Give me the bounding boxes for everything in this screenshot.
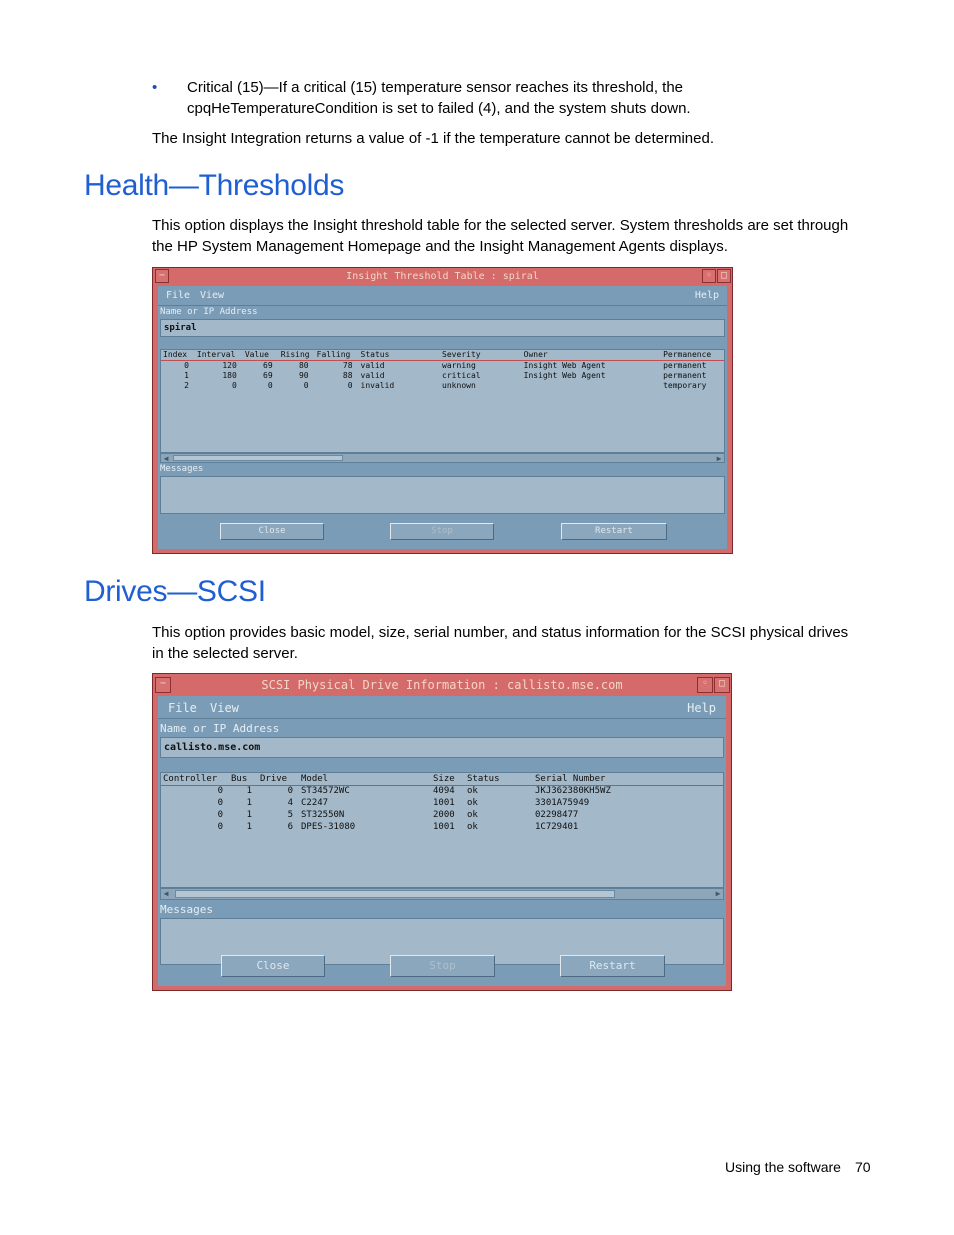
column-header[interactable]: Status	[465, 773, 533, 785]
window-menu-icon[interactable]: −	[155, 269, 169, 283]
page-footer	[725, 1159, 871, 1175]
minimize-icon[interactable]: ◦	[697, 677, 713, 693]
table-cell: 4094	[433, 786, 455, 797]
maximize-icon[interactable]: □	[717, 269, 731, 283]
column-header[interactable]: Index	[161, 350, 195, 360]
table-cell: 6	[287, 822, 293, 832]
table-cell: DPES-31080	[301, 822, 356, 832]
stop-button[interactable]: Stop	[390, 523, 494, 540]
table-cell	[522, 380, 661, 390]
menu-bar	[158, 286, 727, 306]
table-cell: 88	[342, 370, 353, 380]
threshold-table-grid	[161, 350, 724, 390]
table-cell: 1	[246, 798, 252, 808]
table-cell: 3301A75949	[535, 798, 590, 808]
table-cell: 02298477	[535, 810, 579, 820]
column-header[interactable]: Rising	[279, 350, 315, 360]
table-cell: 0	[303, 380, 309, 390]
table-header-row	[161, 773, 723, 785]
table-row[interactable]	[161, 809, 723, 821]
scsi-paragraph	[152, 622, 872, 664]
bullet-line-1: Critical (15)—If a critical (15) temperature sensor reaches its threshold, the	[187, 79, 684, 96]
note-paragraph: The Insight Integration returns a value of -1 if the temperature cannot be determined.	[152, 130, 714, 147]
table-cell: 0	[287, 786, 293, 797]
horizontal-scrollbar[interactable]	[160, 453, 725, 463]
scsi-window	[152, 673, 732, 991]
menu-file[interactable]: File	[166, 290, 191, 301]
table-row[interactable]	[161, 360, 724, 370]
table-cell: 120	[222, 360, 237, 370]
bullet-marker: •	[152, 79, 158, 96]
address-input[interactable]: callisto.mse.com	[160, 737, 724, 758]
address-label: Name or IP Address	[160, 722, 280, 735]
window-body	[158, 286, 727, 549]
table-cell: permanent	[663, 360, 707, 370]
table-cell: warning	[442, 360, 476, 370]
table-cell: ok	[467, 798, 478, 808]
column-header[interactable]: Model	[299, 773, 431, 785]
menu-help[interactable]: Help	[694, 290, 719, 301]
column-header[interactable]: Status	[359, 350, 441, 360]
menu-view[interactable]: View	[200, 290, 225, 301]
column-header[interactable]: Bus	[229, 773, 258, 785]
table-cell: ok	[467, 822, 478, 832]
paragraph-line-1: This option provides basic model, size, serial number, and status information for the SCSI physical drives	[152, 624, 849, 641]
table-cell: invalid	[360, 380, 395, 390]
messages-area[interactable]	[160, 476, 725, 514]
close-button[interactable]: Close	[220, 523, 324, 540]
table-cell: 1001	[433, 798, 455, 808]
table-cell: 0	[217, 810, 223, 820]
table-cell: 90	[298, 370, 309, 380]
window-titlebar: Insight Threshold Table : spiral	[153, 268, 732, 286]
table-cell: 180	[222, 370, 237, 380]
drive-table-grid	[161, 773, 723, 833]
menu-bar	[158, 696, 726, 719]
table-cell: 1001	[433, 822, 455, 832]
table-cell: 69	[263, 370, 273, 380]
window-menu-icon[interactable]: −	[155, 677, 171, 693]
drive-table	[160, 772, 724, 888]
messages-label: Messages	[160, 903, 213, 916]
table-cell: 1	[246, 810, 252, 820]
threshold-table	[160, 349, 725, 453]
scroll-left-icon[interactable]: ◀	[163, 454, 169, 463]
column-header[interactable]: Severity	[440, 350, 522, 360]
table-cell: 5	[287, 810, 293, 820]
column-header[interactable]: Interval	[195, 350, 243, 360]
menu-help[interactable]: Help	[687, 701, 716, 715]
maximize-icon[interactable]: □	[714, 677, 730, 693]
table-cell: temporary	[663, 380, 707, 390]
stop-button[interactable]: Stop	[390, 955, 495, 977]
table-row[interactable]	[161, 785, 723, 797]
table-cell: 80	[298, 360, 309, 370]
table-cell: ok	[467, 786, 478, 797]
paragraph-line-2: in the selected server.	[152, 645, 298, 662]
table-cell: critical	[442, 370, 481, 380]
table-row[interactable]	[161, 380, 724, 390]
bullet-line-2: cpqHeTemperatureCondition is set to failed (4), and the system shuts down.	[187, 100, 691, 117]
table-cell: 0	[267, 380, 273, 390]
table-cell: 0	[347, 380, 353, 390]
table-header-row	[161, 350, 724, 360]
paragraph-line-1: This option displays the Insight threshold table for the selected server. System thresholds are set through	[152, 217, 849, 234]
table-row[interactable]	[161, 797, 723, 809]
table-cell: valid	[360, 360, 385, 370]
table-cell: Insight Web Agent	[523, 370, 606, 380]
scroll-left-icon[interactable]: ◀	[163, 889, 169, 898]
table-cell: ok	[467, 810, 478, 820]
table-cell: C2247	[301, 798, 329, 808]
column-header[interactable]: Drive	[258, 773, 299, 785]
address-input[interactable]: spiral	[160, 319, 725, 337]
column-header[interactable]: Value	[243, 350, 279, 360]
column-header[interactable]: Serial Number	[533, 773, 723, 785]
table-cell: 0	[184, 360, 189, 370]
table-cell: 0	[217, 786, 223, 797]
column-header[interactable]: Controller	[161, 773, 229, 785]
page-number: 70	[854, 1159, 871, 1175]
scroll-thumb[interactable]	[175, 890, 615, 898]
table-cell: 4	[287, 798, 293, 808]
threshold-window	[152, 267, 733, 554]
scroll-right-icon[interactable]: ▶	[716, 454, 722, 463]
table-row[interactable]	[161, 821, 723, 833]
paragraph-line-2: the HP System Management Homepage and the Insight Management Agents displays.	[152, 238, 728, 255]
footer-label: Using the software	[725, 1159, 841, 1175]
table-cell: JKJ362380KH5WZ	[535, 786, 611, 797]
minimize-icon[interactable]: ◦	[702, 269, 716, 283]
table-cell: 2	[184, 380, 189, 390]
table-cell: unknown	[442, 380, 476, 390]
window-titlebar: SCSI Physical Drive Information : callisto.mse.com	[153, 674, 731, 696]
table-cell: ST32550N	[301, 810, 345, 820]
table-cell: 69	[263, 360, 273, 370]
table-cell: 2000	[433, 810, 455, 820]
table-cell: 1C729401	[535, 822, 579, 832]
bullet-text	[187, 77, 827, 119]
table-cell: 78	[342, 360, 353, 370]
table-cell: 0	[217, 822, 223, 832]
menu-view[interactable]: View	[210, 701, 239, 715]
menu-file[interactable]: File	[168, 701, 197, 715]
table-cell: 1	[246, 786, 252, 797]
restart-button[interactable]: Restart	[561, 523, 667, 540]
address-label: Name or IP Address	[160, 307, 258, 317]
table-cell: 0	[217, 798, 223, 808]
scroll-right-icon[interactable]: ▶	[715, 889, 721, 898]
section-heading-scsi: Drives—SCSI	[84, 575, 266, 608]
restart-button[interactable]: Restart	[560, 955, 665, 977]
horizontal-scrollbar[interactable]	[160, 888, 724, 900]
table-cell: valid	[360, 370, 385, 380]
table-row[interactable]	[161, 370, 724, 380]
messages-label: Messages	[160, 464, 204, 474]
table-cell: ST34572WC	[301, 786, 350, 797]
table-cell: 0	[231, 380, 237, 390]
close-button[interactable]: Close	[221, 955, 325, 977]
column-header[interactable]: Owner	[522, 350, 661, 360]
table-cell: Insight Web Agent	[523, 360, 606, 370]
scroll-thumb[interactable]	[173, 455, 343, 461]
section-heading-thresholds: Health—Thresholds	[84, 169, 345, 202]
table-cell: 1	[246, 822, 252, 832]
window-body	[158, 696, 726, 986]
column-header[interactable]: Falling	[315, 350, 359, 360]
column-header[interactable]: Permanence	[661, 350, 724, 360]
table-cell: 1	[184, 370, 189, 380]
column-header[interactable]: Size	[431, 773, 465, 785]
thresholds-paragraph	[152, 215, 872, 257]
table-cell: permanent	[663, 370, 707, 380]
